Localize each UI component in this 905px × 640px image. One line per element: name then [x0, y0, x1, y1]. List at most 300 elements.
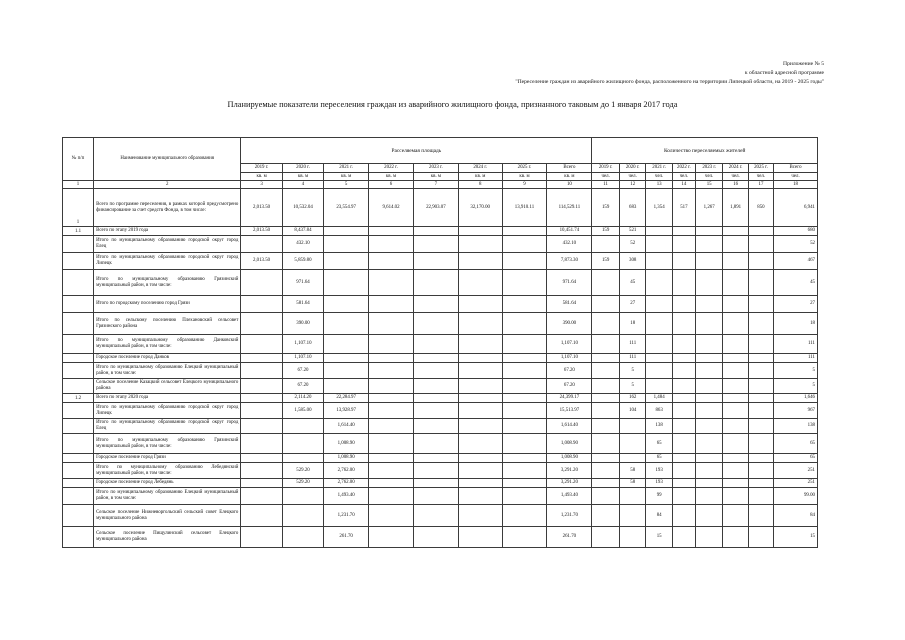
area-value — [241, 313, 282, 335]
area-value — [502, 363, 547, 379]
people-value — [723, 354, 748, 363]
row-number: 1 — [63, 189, 94, 227]
people-value: 521 — [619, 227, 645, 236]
people-value: 967 — [774, 403, 818, 419]
header-year-area: 2024 г. — [458, 164, 502, 173]
table-row — [63, 313, 818, 335]
area-value — [282, 434, 323, 454]
header-year-area: 2025 г. — [502, 164, 547, 173]
row-number: 1.2 — [63, 394, 94, 403]
people-value — [592, 335, 620, 354]
people-value — [672, 403, 695, 419]
area-value — [502, 479, 547, 488]
row-number — [63, 253, 94, 270]
area-value — [241, 379, 282, 394]
municipality-name: Сельское поселение Казацкий сельсовет Елецкого муниципального района — [94, 379, 241, 394]
people-value — [695, 296, 723, 313]
people-value: 193 — [646, 463, 672, 479]
row-number — [63, 379, 94, 394]
header-year-people: 2025 г. — [748, 164, 773, 173]
people-value — [695, 488, 723, 505]
area-value — [458, 270, 502, 296]
people-value: 27 — [774, 296, 818, 313]
people-value: 18 — [774, 313, 818, 335]
header-year-people: 2022 г. — [672, 164, 695, 173]
area-value — [502, 419, 547, 434]
municipality-name: Городское поселение город Данков — [94, 354, 241, 363]
column-number: 13 — [646, 181, 672, 189]
people-value — [723, 454, 748, 463]
area-value — [282, 488, 323, 505]
area-value: 2,114.20 — [282, 394, 323, 403]
people-value: 58 — [619, 463, 645, 479]
people-value — [592, 488, 620, 505]
people-value — [723, 488, 748, 505]
area-value: 9,614.02 — [369, 189, 414, 227]
people-value — [748, 313, 773, 335]
area-value — [458, 488, 502, 505]
area-value: 1,231.70 — [547, 505, 592, 527]
area-value — [241, 296, 282, 313]
people-value — [748, 363, 773, 379]
header-year-people: 2020 г. — [619, 164, 645, 173]
row-number — [63, 354, 94, 363]
area-value — [413, 479, 458, 488]
municipality-name: Городское поселение город Грязи — [94, 454, 241, 463]
header-unit: кв. м — [369, 173, 414, 181]
people-value: 308 — [619, 253, 645, 270]
area-value — [413, 335, 458, 354]
people-value: 517 — [672, 189, 695, 227]
area-value — [458, 434, 502, 454]
people-value: 111 — [774, 354, 818, 363]
people-value — [672, 296, 695, 313]
area-value — [282, 527, 323, 548]
people-value — [748, 379, 773, 394]
area-value — [502, 463, 547, 479]
people-value — [748, 505, 773, 527]
area-value — [241, 488, 282, 505]
people-value — [646, 354, 672, 363]
area-value: 529.20 — [282, 479, 323, 488]
header-unit: кв. м — [502, 173, 547, 181]
row-number — [63, 488, 94, 505]
column-number: 11 — [592, 181, 620, 189]
people-value — [723, 270, 748, 296]
area-value — [369, 335, 414, 354]
document-title: Планируемые показатели переселения граждан из аварийного жилищного фонда, признанного таковым до 1 января 2017 года — [227, 100, 678, 109]
people-value — [748, 479, 773, 488]
area-value: 114,529.11 — [547, 189, 592, 227]
area-value — [413, 253, 458, 270]
row-number — [63, 363, 94, 379]
area-value — [241, 270, 282, 296]
people-value — [723, 379, 748, 394]
area-value: 67.20 — [282, 379, 323, 394]
area-value: 13,910.11 — [502, 189, 547, 227]
people-value — [592, 236, 620, 253]
people-value — [695, 419, 723, 434]
header-year-area: Всего — [547, 164, 592, 173]
people-value — [672, 253, 695, 270]
row-number: 1.1 — [63, 227, 94, 236]
area-value: 1,585.00 — [282, 403, 323, 419]
people-value: 159 — [592, 253, 620, 270]
people-value — [748, 454, 773, 463]
people-value: 138 — [774, 419, 818, 434]
people-value: 65 — [646, 454, 672, 463]
area-value — [369, 354, 414, 363]
people-value — [672, 236, 695, 253]
people-value — [723, 227, 748, 236]
area-value: 390.00 — [547, 313, 592, 335]
area-value — [502, 236, 547, 253]
area-value — [369, 505, 414, 527]
header-unit: кв. м — [282, 173, 323, 181]
people-value — [672, 363, 695, 379]
table-row — [63, 463, 818, 479]
header-year-area: 2020 г. — [282, 164, 323, 173]
municipality-name: Итого по муниципальному образованию городской округ город Елец — [94, 236, 241, 253]
people-value — [748, 434, 773, 454]
people-value — [748, 227, 773, 236]
row-number — [63, 296, 94, 313]
column-number: 18 — [774, 181, 818, 189]
header-area-group: Расселяемая площадь — [241, 138, 592, 164]
people-value: 99 — [646, 488, 672, 505]
people-value — [748, 270, 773, 296]
municipality-name: Итого по муниципальному образованию городской округ город Елец — [94, 419, 241, 434]
people-value — [592, 379, 620, 394]
people-value — [646, 296, 672, 313]
area-value — [324, 379, 369, 394]
people-value — [723, 434, 748, 454]
area-value — [413, 434, 458, 454]
header-year-people: 2019 г. — [592, 164, 620, 173]
row-number — [63, 419, 94, 434]
area-value: 261.70 — [547, 527, 592, 548]
people-value — [748, 354, 773, 363]
area-value — [241, 236, 282, 253]
people-value: 467 — [774, 253, 818, 270]
area-value: 1,493.40 — [324, 488, 369, 505]
people-value: 65 — [774, 454, 818, 463]
area-value: 432.10 — [547, 236, 592, 253]
area-value — [502, 403, 547, 419]
people-value — [592, 403, 620, 419]
area-value — [502, 527, 547, 548]
people-value — [592, 419, 620, 434]
table-row — [63, 434, 818, 454]
people-value — [748, 463, 773, 479]
header-num: № п/п — [63, 138, 94, 181]
people-value: 111 — [619, 335, 645, 354]
area-value: 529.20 — [282, 463, 323, 479]
header-unit: чел. — [646, 173, 672, 181]
people-value: 5 — [619, 379, 645, 394]
area-value — [413, 379, 458, 394]
header-unit: чел. — [672, 173, 695, 181]
people-value — [672, 454, 695, 463]
column-number: 12 — [619, 181, 645, 189]
people-value: 159 — [592, 227, 620, 236]
area-value: 67.20 — [547, 379, 592, 394]
area-value — [324, 313, 369, 335]
area-value — [369, 479, 414, 488]
row-number — [63, 434, 94, 454]
people-value — [592, 270, 620, 296]
area-value — [502, 296, 547, 313]
area-value — [458, 403, 502, 419]
people-value — [672, 270, 695, 296]
area-value — [413, 354, 458, 363]
people-value — [695, 479, 723, 488]
area-value — [413, 527, 458, 548]
people-value: 251 — [774, 479, 818, 488]
people-value: 162 — [619, 394, 645, 403]
area-value — [324, 363, 369, 379]
header-people-group: Количество переселяемых жителей — [592, 138, 818, 164]
area-value — [458, 463, 502, 479]
area-value: 1,107.10 — [282, 335, 323, 354]
area-value — [324, 227, 369, 236]
people-value — [748, 253, 773, 270]
area-value: 23,554.97 — [324, 189, 369, 227]
people-value — [592, 394, 620, 403]
area-value: 10,451.74 — [547, 227, 592, 236]
people-value — [723, 479, 748, 488]
area-value — [413, 488, 458, 505]
area-value: 24,399.17 — [547, 394, 592, 403]
people-value — [748, 488, 773, 505]
appendix-note — [515, 60, 824, 87]
header-year-area: 2019 г. — [241, 164, 282, 173]
area-value — [458, 379, 502, 394]
area-value: 2,013.50 — [241, 189, 282, 227]
area-value — [369, 236, 414, 253]
people-value: 15 — [646, 527, 672, 548]
people-value: 251 — [774, 463, 818, 479]
people-value — [695, 227, 723, 236]
area-value: 1,107.10 — [547, 335, 592, 354]
municipality-name: Всего по этапу 2019 года — [94, 227, 241, 236]
people-value — [695, 236, 723, 253]
people-value — [723, 505, 748, 527]
table-row — [63, 236, 818, 253]
people-value — [695, 379, 723, 394]
header-year-people: Всего — [774, 164, 818, 173]
header-unit: кв. м — [241, 173, 282, 181]
area-value: 5,859.80 — [282, 253, 323, 270]
people-value: 1,484 — [646, 394, 672, 403]
area-value — [502, 313, 547, 335]
people-value — [748, 236, 773, 253]
area-value: 2,762.00 — [324, 463, 369, 479]
header-unit: кв. м — [324, 173, 369, 181]
people-value: 863 — [646, 403, 672, 419]
row-number — [63, 505, 94, 527]
column-number: 16 — [723, 181, 748, 189]
area-value: 3,291.20 — [547, 463, 592, 479]
municipality-name: Городское поселение город Лебедянь — [94, 479, 241, 488]
area-value: 581.64 — [547, 296, 592, 313]
people-value — [592, 527, 620, 548]
table-row — [63, 253, 818, 270]
people-value — [672, 434, 695, 454]
people-value — [723, 296, 748, 313]
area-value — [413, 505, 458, 527]
people-value — [672, 354, 695, 363]
people-value — [723, 394, 748, 403]
area-value — [502, 379, 547, 394]
area-value: 3,291.20 — [547, 479, 592, 488]
area-value — [241, 363, 282, 379]
area-value — [502, 505, 547, 527]
area-value: 13,928.97 — [324, 403, 369, 419]
people-value — [672, 394, 695, 403]
area-value — [458, 363, 502, 379]
people-value — [748, 335, 773, 354]
municipality-name: Сельское поселение Нижневоргольский сельский совет Елецкого муниципального района — [94, 505, 241, 527]
area-value — [458, 335, 502, 354]
area-value: 1,614.40 — [324, 419, 369, 434]
area-value: 7,873.30 — [547, 253, 592, 270]
people-value: 84 — [774, 505, 818, 527]
appendix-line-3: "Переселение граждан из аварийного жилищного фонда, расположенного на территории Липецкой области, на 2019 - 2025 годы" — [515, 79, 824, 85]
municipality-name: Итого по городскому поселению город Грязи — [94, 296, 241, 313]
municipality-name: Итого по муниципальному образованию Данковский муниципальный район, в том числе: — [94, 335, 241, 354]
area-value — [458, 227, 502, 236]
area-value: 10,532.04 — [282, 189, 323, 227]
area-value — [458, 236, 502, 253]
area-value — [502, 454, 547, 463]
column-number: 9 — [502, 181, 547, 189]
area-value — [502, 394, 547, 403]
municipality-name: Сельское поселение Пищулинский сельсовет Елецкого муниципального района — [94, 527, 241, 548]
header-unit: кв. м — [413, 173, 458, 181]
people-value — [695, 403, 723, 419]
people-value: 65 — [646, 434, 672, 454]
area-value — [413, 419, 458, 434]
area-value — [282, 505, 323, 527]
municipality-name: Итого по муниципальному образованию городской округ город Липецк — [94, 253, 241, 270]
area-value — [413, 236, 458, 253]
area-value — [241, 403, 282, 419]
people-value — [672, 505, 695, 527]
area-value: 1,008.90 — [324, 454, 369, 463]
area-value: 581.64 — [282, 296, 323, 313]
people-value — [723, 313, 748, 335]
header-year-area: 2021 г. — [324, 164, 369, 173]
area-value — [369, 527, 414, 548]
area-value: 67.20 — [282, 363, 323, 379]
area-value — [369, 419, 414, 434]
people-value — [592, 505, 620, 527]
people-value — [695, 527, 723, 548]
people-value — [695, 253, 723, 270]
area-value: 67.20 — [547, 363, 592, 379]
people-value — [619, 527, 645, 548]
people-value: 27 — [619, 296, 645, 313]
municipality-name: Итого по муниципальному образованию Елецкий муниципальный район, в том числе: — [94, 488, 241, 505]
people-value: 683 — [619, 189, 645, 227]
people-value — [695, 354, 723, 363]
resettlement-table — [62, 137, 818, 548]
people-value — [672, 379, 695, 394]
people-value — [748, 296, 773, 313]
area-value — [324, 296, 369, 313]
people-value — [592, 479, 620, 488]
header-unit: чел. — [774, 173, 818, 181]
table-row — [63, 335, 818, 354]
people-value — [672, 227, 695, 236]
column-number: 1 — [63, 181, 94, 189]
area-value — [369, 403, 414, 419]
area-value: 1,008.90 — [324, 434, 369, 454]
area-value — [369, 394, 414, 403]
area-value: 432.10 — [282, 236, 323, 253]
area-value — [502, 335, 547, 354]
people-value: 6,941 — [774, 189, 818, 227]
header-year-area: 2023 г. — [413, 164, 458, 173]
people-value — [619, 454, 645, 463]
people-value: 15 — [774, 527, 818, 548]
people-value — [592, 454, 620, 463]
table-row — [63, 403, 818, 419]
area-value: 8,437.84 — [282, 227, 323, 236]
area-value — [369, 296, 414, 313]
table-row — [63, 354, 818, 363]
people-value — [672, 488, 695, 505]
area-value: 390.00 — [282, 313, 323, 335]
people-value — [723, 463, 748, 479]
column-number: 2 — [94, 181, 241, 189]
header-unit: чел. — [695, 173, 723, 181]
people-value — [695, 434, 723, 454]
row-number — [63, 454, 94, 463]
people-value — [619, 505, 645, 527]
area-value — [369, 379, 414, 394]
people-value — [695, 313, 723, 335]
table-row — [63, 527, 818, 548]
area-value — [502, 270, 547, 296]
row-number — [63, 403, 94, 419]
area-value: 32,170.00 — [458, 189, 502, 227]
people-value — [619, 434, 645, 454]
table-row — [63, 270, 818, 296]
area-value — [324, 253, 369, 270]
header-unit: чел. — [748, 173, 773, 181]
column-number: 7 — [413, 181, 458, 189]
area-value — [458, 505, 502, 527]
area-value — [458, 419, 502, 434]
people-value: 1,354 — [646, 189, 672, 227]
people-value — [592, 296, 620, 313]
area-value: 2,013.50 — [241, 253, 282, 270]
people-value — [592, 463, 620, 479]
column-number: 15 — [695, 181, 723, 189]
area-value — [458, 527, 502, 548]
area-value — [369, 488, 414, 505]
municipality-name: Всего по этапу 2020 года — [94, 394, 241, 403]
column-number: 17 — [748, 181, 773, 189]
table-row — [63, 296, 818, 313]
people-value: 138 — [646, 419, 672, 434]
area-value — [369, 313, 414, 335]
area-value — [241, 505, 282, 527]
area-value — [413, 403, 458, 419]
people-value — [695, 463, 723, 479]
